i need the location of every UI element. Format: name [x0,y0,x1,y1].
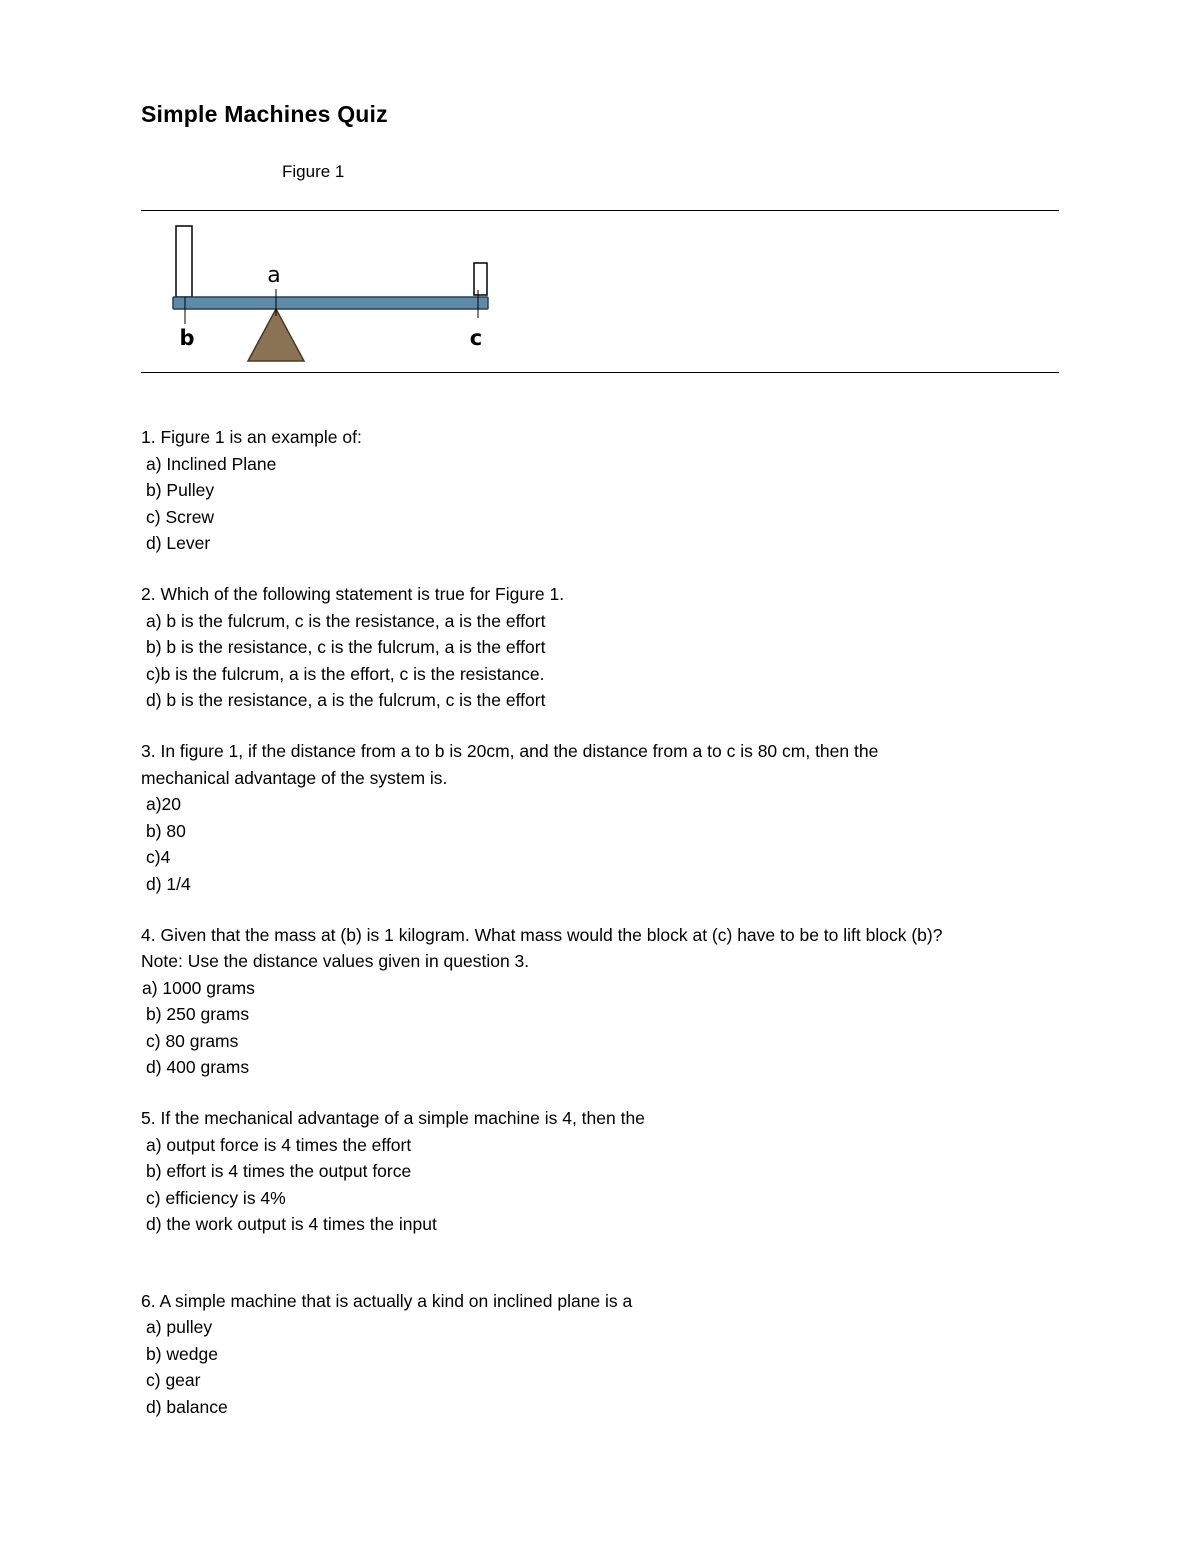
option-c: c) gear [146,1370,201,1390]
label-c: c [469,326,483,350]
option-d: d) Lever [146,533,211,553]
option-d: d) 1/4 [146,873,191,894]
option-c: c) efficiency is 4% [146,1187,286,1208]
option-b: b) wedge [146,1343,218,1364]
option-d: d) balance [146,1396,228,1417]
question-3 [141,738,1059,897]
option-b: b) Pulley [146,480,215,500]
option-a: a) output force is 4 times the effort [146,1134,412,1155]
lever-figure [141,212,501,370]
page-title: Simple Machines Quiz [141,101,388,127]
option-b: b) b is the resistance, c is the fulcrum, a is the effort [146,637,546,657]
figure-bottom-rule [141,372,1059,373]
option-d: d) b is the resistance, a is the fulcrum, c is the effort [146,690,546,710]
question-list [141,424,1059,1445]
question-6 [141,1288,1059,1421]
lever-beam [173,297,488,309]
question-4 [141,922,1059,1081]
question-text-line-1: 3. In figure 1, if the distance from a to b is 20cm, and the distance from a to c is 80 cm, then the [141,741,879,761]
question-5 [141,1105,1059,1238]
question-2 [141,581,1059,714]
option-b: b) 250 grams [146,1004,250,1024]
question-text-line-2: mechanical advantage of the system is. [141,767,448,788]
question-text-line-1: 4. Given that the mass at (b) is 1 kilogram. What mass would the block at (c) have to be to lift block (b)? [141,924,943,945]
block-b [176,226,192,297]
option-a: a) Inclined Plane [146,453,277,474]
question-text: 6. A simple machine that is actually a kind on inclined plane is a [141,1290,633,1311]
option-c: c) Screw [146,506,215,527]
figure-caption: Figure 1 [282,162,345,181]
option-c: c) 80 grams [146,1030,239,1051]
option-a: a)20 [146,794,182,814]
block-c [474,263,487,295]
option-a: a) 1000 grams [142,977,255,998]
question-text: 2. Which of the following statement is true for Figure 1. [141,584,565,604]
option-d: d) the work output is 4 times the input [146,1214,437,1234]
option-c: c)4 [146,847,171,867]
option-b: b) effort is 4 times the output force [146,1161,412,1181]
question-1 [141,424,1059,557]
fulcrum-triangle [248,309,304,361]
question-text-line-2: Note: Use the distance values given in question 3. [141,951,530,971]
option-a: a) b is the fulcrum, c is the resistance, a is the effort [146,610,546,631]
question-text: 1. Figure 1 is an example of: [141,427,362,447]
option-c: c)b is the fulcrum, a is the effort, c is the resistance. [146,663,545,684]
label-a: a [267,263,281,288]
option-a: a) pulley [146,1317,213,1337]
label-b: b [179,326,195,350]
option-b: b) 80 [146,820,186,841]
option-d: d) 400 grams [146,1057,250,1077]
figure-top-rule [141,210,1059,211]
question-text: 5. If the mechanical advantage of a simple machine is 4, then the [141,1108,645,1128]
